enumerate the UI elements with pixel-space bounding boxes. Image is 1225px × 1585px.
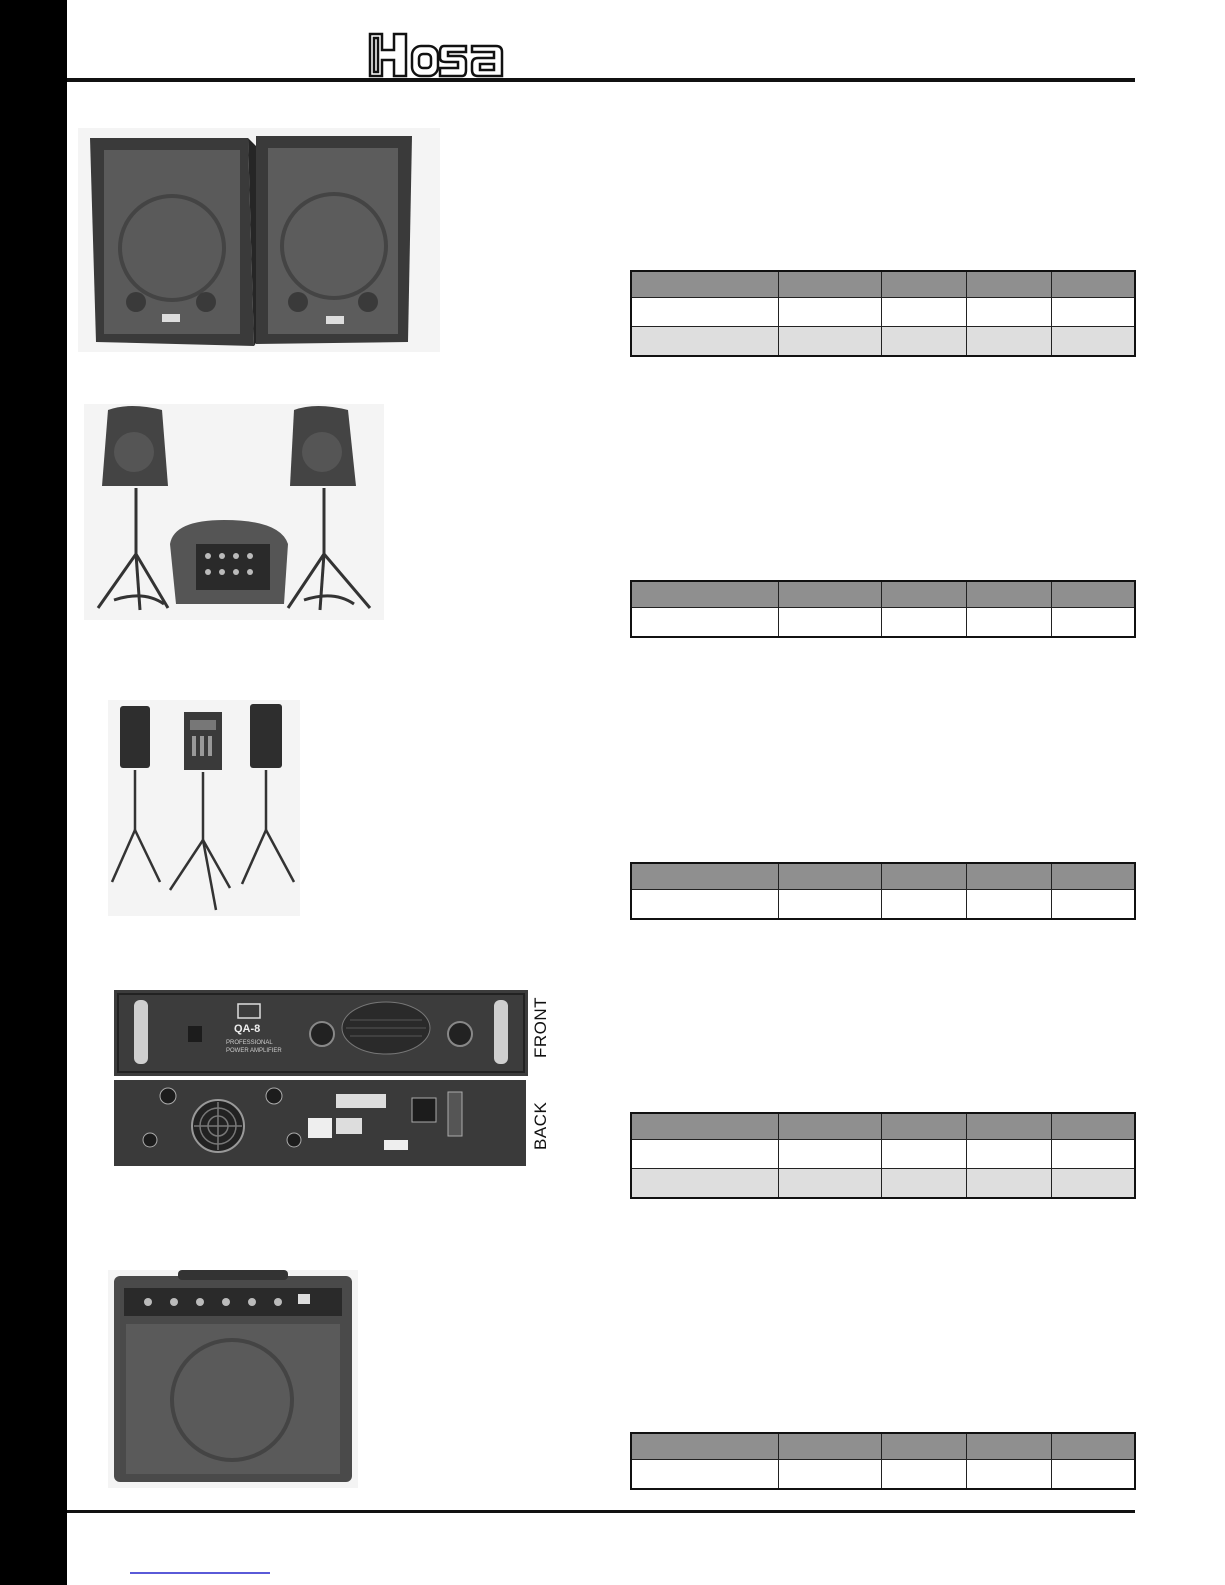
amp-model: QA-8	[234, 1023, 261, 1035]
spec-table-1	[630, 270, 1136, 357]
back-label: BACK	[531, 1101, 550, 1150]
side-bar	[0, 0, 67, 1585]
spec-table-3	[630, 862, 1136, 920]
powered-pa-photo	[108, 700, 300, 916]
table-header-row	[631, 271, 1135, 298]
table-row	[631, 608, 1135, 638]
footer-link-underline[interactable]	[130, 1572, 270, 1574]
table-header-row	[631, 1113, 1135, 1140]
table-header-row	[631, 1433, 1135, 1460]
portable-pa-photo	[84, 404, 384, 620]
table-row	[631, 890, 1135, 920]
header-rule	[67, 78, 1135, 82]
spec-table-4	[630, 1112, 1136, 1199]
power-amplifier-back-photo	[114, 1080, 526, 1166]
table-row	[631, 1169, 1135, 1199]
table-header-row	[631, 863, 1135, 890]
table-row	[631, 298, 1135, 327]
spec-table-2	[630, 580, 1136, 638]
combo-amplifier-photo	[108, 1270, 358, 1488]
table-row	[631, 1140, 1135, 1169]
table-row	[631, 327, 1135, 357]
footer-rule	[67, 1510, 1135, 1513]
table-header-row	[631, 581, 1135, 608]
spec-table-5	[630, 1432, 1136, 1490]
amp-subtitle-line1: PROFESSIONAL	[226, 1040, 273, 1046]
amp-subtitle-line2: POWER AMPLIFIER	[226, 1048, 282, 1054]
front-label: FRONT	[531, 996, 550, 1058]
power-amplifier-front-photo	[114, 990, 528, 1076]
hosa-logo	[368, 30, 508, 80]
speaker-pair-photo	[78, 128, 440, 352]
table-row	[631, 1460, 1135, 1490]
